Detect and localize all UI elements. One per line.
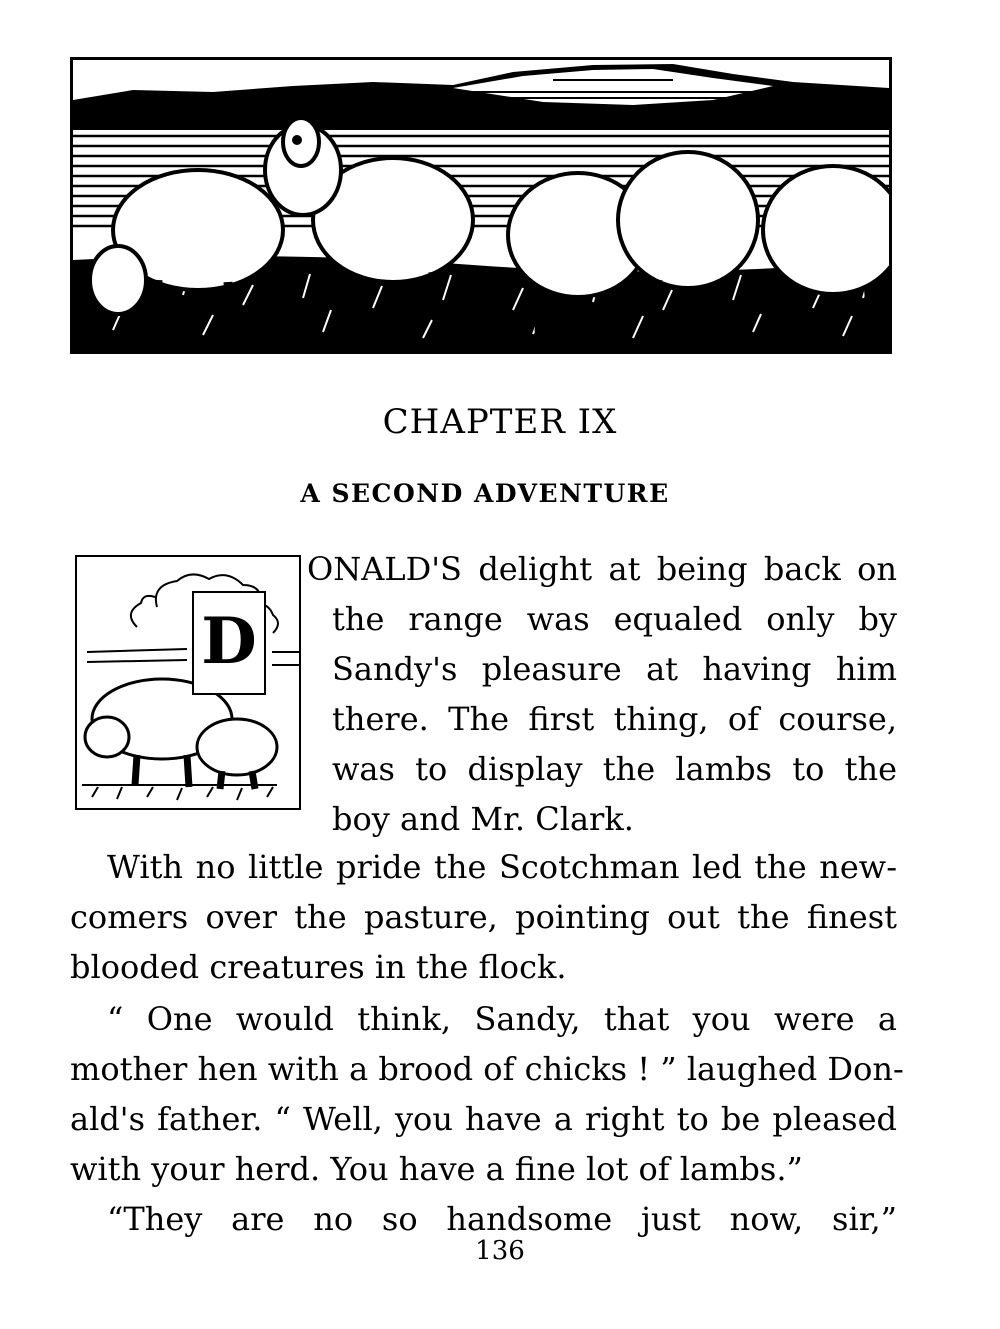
body-line: Sandy's pleasure at having him — [332, 650, 897, 688]
illustrated-initial — [75, 555, 301, 810]
chapter-title: A SECOND ADVENTURE — [300, 479, 670, 508]
headpiece-illustration — [70, 57, 892, 354]
body-line: ONALD'S delight at being back on — [307, 550, 897, 588]
body-line: blooded creatures in the flock. — [70, 948, 567, 986]
body-line: mother hen with a brood of chicks ! ” laughed Don- — [70, 1050, 904, 1088]
body-line: boy and Mr. Clark. — [332, 800, 634, 838]
body-line: comers over the pasture, pointing out the finest — [70, 898, 897, 936]
drop-cap-letter: D — [192, 591, 266, 695]
body-line: With no little pride the Scotchman led the new- — [107, 848, 897, 886]
body-line: with your herd. You have a fine lot of lambs.” — [70, 1150, 803, 1188]
body-line: there. The first thing, of course, — [332, 700, 897, 738]
body-line: ald's father. “ Well, you have a right to be pleased — [70, 1100, 897, 1138]
page-number: 136 — [475, 1236, 525, 1266]
sheep-grazing-drawing — [73, 60, 889, 351]
body-line: “They are no so handsome just now, sir,” — [107, 1200, 897, 1238]
chapter-number: CHAPTER IX — [382, 402, 618, 442]
body-line: “ One would think, Sandy, that you were a — [107, 1000, 897, 1038]
body-line: the range was equaled only by — [332, 600, 897, 638]
body-line: was to display the lambs to the — [332, 750, 897, 788]
